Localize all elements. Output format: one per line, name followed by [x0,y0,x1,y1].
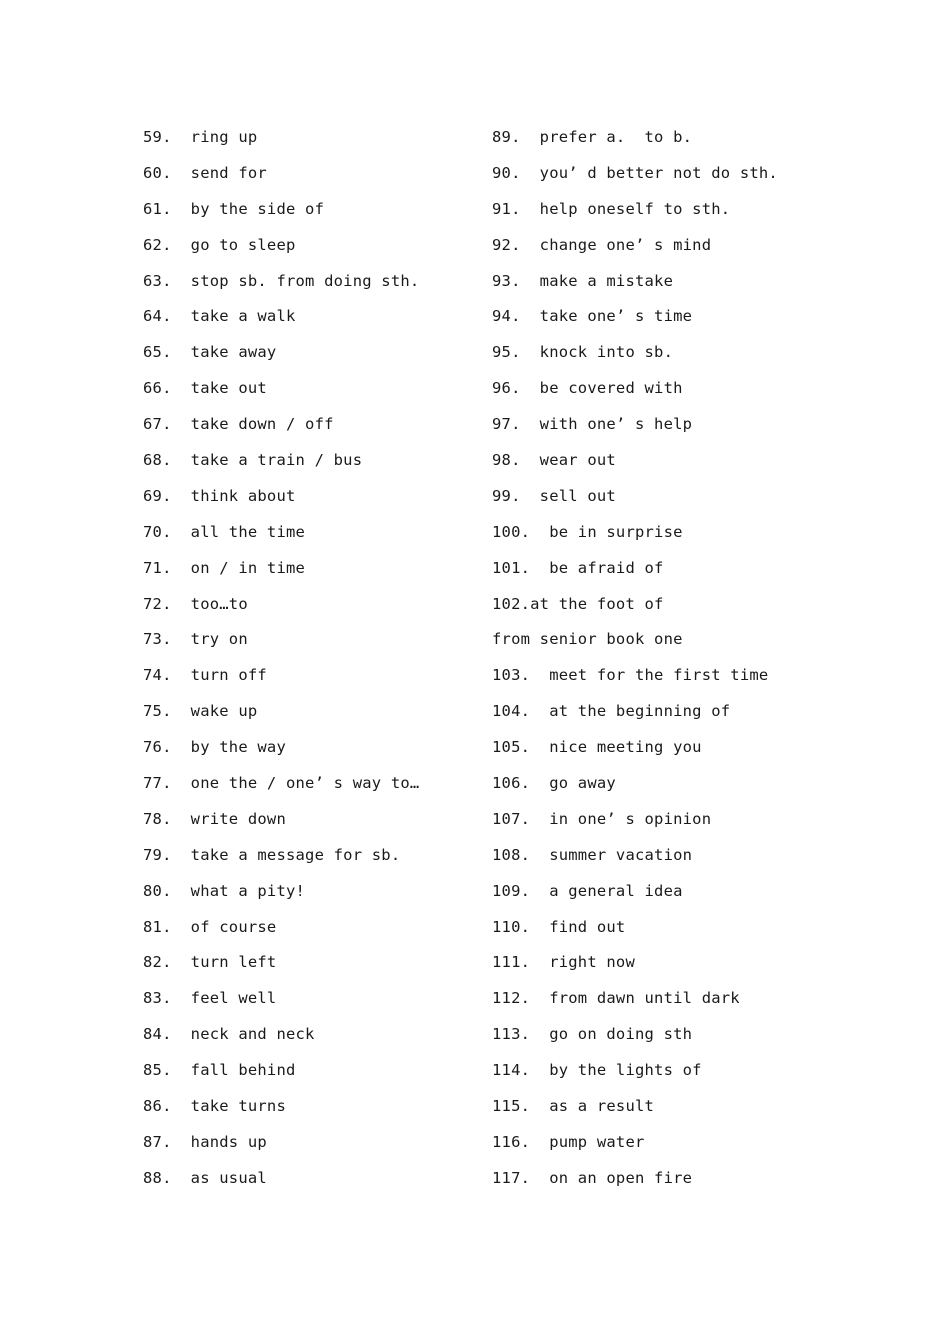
phrase-item: 79. take a message for sb. [143,845,401,864]
phrase-item: 72. too…to [143,594,248,613]
phrase-item: 87. hands up [143,1132,267,1151]
phrase-item: 105. nice meeting you [492,738,702,757]
phrase-item: 96. be covered with [492,379,683,398]
phrase-item: 99. sell out [492,486,616,505]
phrase-item: 114. by the lights of [492,1061,702,1080]
phrase-item: 82. turn left [143,953,277,972]
phrase-item: 112. from dawn until dark [492,989,740,1008]
phrase-item: 113. go on doing sth [492,1025,693,1044]
phrase-item: 88. as usual [143,1168,267,1187]
phrase-item: 97. with one’ s help [492,415,693,434]
phrase-item: 111. right now [492,953,635,972]
phrase-item: 86. take turns [143,1097,286,1116]
phrase-item: 74. turn off [143,666,267,685]
phrase-item: 109. a general idea [492,881,683,900]
phrase-item: 67. take down / off [143,415,334,434]
phrase-item: 59. ring up [143,128,258,146]
phrase-item: 66. take out [143,379,267,398]
phrase-item: 81. of course [143,917,277,936]
section-heading: from senior book one [492,630,683,649]
phrase-item: 70. all the time [143,522,306,541]
phrase-item: 63. stop sb. from doing sth. [143,271,420,290]
phrase-item: 104. at the beginning of [492,702,731,721]
phrase-item: 68. take a train / bus [143,451,363,470]
phrase-item: 64. take a walk [143,307,296,326]
phrase-item: 60. send for [143,163,267,182]
phrase-item: 95. knock into sb. [492,343,674,362]
phrase-item: 98. wear out [492,451,616,470]
right-column [492,127,912,1204]
phrase-item: 61. by the side of [143,199,325,218]
phrase-item: 117. on an open fire [492,1168,693,1187]
phrase-item: 76. by the way [143,738,286,757]
phrase-item: 116. pump water [492,1132,645,1151]
phrase-item: 101. be afraid of [492,558,664,577]
phrase-item: 107. in one’ s opinion [492,809,712,828]
phrase-item: 106. go away [492,774,616,793]
phrase-item: 80. what a pity! [143,881,306,900]
phrase-item: 92. change one’ s mind [492,235,712,254]
phrase-item: 93. make a mistake [492,271,674,290]
phrase-item: 100. be in surprise [492,522,683,541]
phrase-item: 84. neck and neck [143,1025,315,1044]
phrase-item: 102.at the foot of [492,594,664,613]
phrase-item: 78. write down [143,809,286,828]
phrase-item: 65. take away [143,343,277,362]
phrase-item: 110. find out [492,917,626,936]
phrase-item: 62. go to sleep [143,235,296,254]
phrase-item: 73. try on [143,630,248,649]
left-column [143,127,473,1204]
phrase-item: 75. wake up [143,702,258,721]
phrase-item: 91. help oneself to sth. [492,199,731,218]
phrase-item: 77. one the / one’ s way to… [143,774,420,793]
phrase-item: 83. feel well [143,989,277,1008]
phrase-item: 108. summer vacation [492,845,693,864]
phrase-item: 89. prefer a. to b. [492,128,693,146]
phrase-item: 115. as a result [492,1097,655,1116]
phrase-item: 85. fall behind [143,1061,296,1080]
phrase-item: 69. think about [143,486,296,505]
phrase-item: 94. take one’ s time [492,307,693,326]
phrase-item: 71. on / in time [143,558,306,577]
phrase-item: 103. meet for the first time [492,666,769,685]
phrase-item: 90. you’ d better not do sth. [492,163,778,182]
